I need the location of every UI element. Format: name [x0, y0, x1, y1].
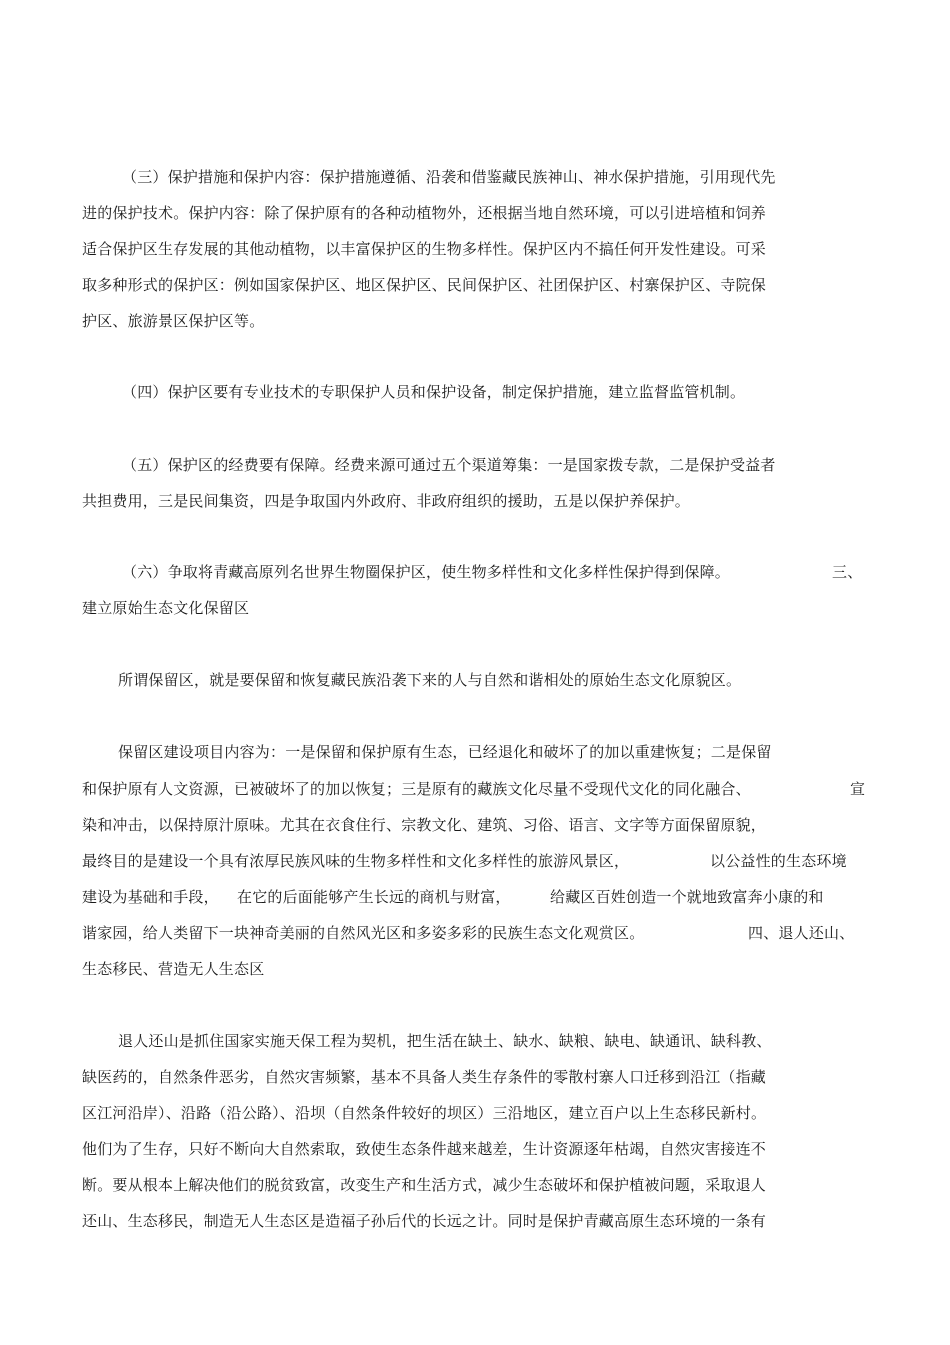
paragraph-reserve-line-6: 谐家园，给人类留下一块神奇美丽的自然风光区和多姿多彩的民族生态文化观赏区。 [82, 924, 645, 942]
paragraph-5-line-1: （五）保护区的经费要有保障。经费来源可通过五个渠道筹集：一是国家拨专款，二是保护受益者 [122, 456, 776, 474]
paragraph-3-line-3: 适合保护区生存发展的其他动植物，以丰富保护区的生物多样性。保护区内不搞任何开发性建设。可采 [82, 240, 767, 258]
paragraph-relocation-line-3: 区江河沿岸）、沿路（沿公路）、沿坝（自然条件较好的坝区）三沿地区，建立百户以上生态移民新村。 [82, 1104, 767, 1122]
paragraph-relocation-line-2: 缺医药的，自然条件恶劣，自然灾害频繁，基本不具备人类生存条件的零散村寨人口迁移到沿江（指藏 [82, 1068, 767, 1086]
paragraph-3-line-1: （三）保护措施和保护内容：保护措施遵循、沿袭和借鉴藏民族神山、神水保护措施，引用现代先 [122, 168, 776, 186]
paragraph-reserve-line-5-b: 在它的后面能够产生长远的商机与财富， [237, 888, 511, 906]
paragraph-relocation-line-6: 还山、生态移民，制造无人生态区是造福子孙后代的长远之计。同时是保护青藏高原生态环境的一条有 [82, 1212, 767, 1230]
paragraph-relocation-line-5: 断。要从根本上解决他们的脱贫致富，改变生产和生活方式，减少生态破坏和保护植被问题，采取退人 [82, 1176, 767, 1194]
paragraph-reserve-line-2-tail: 宣 [850, 780, 866, 798]
paragraph-relocation-line-4: 他们为了生存，只好不断向大自然索取，致使生态条件越来越差，生计资源逐年枯竭，自然灾害接连不 [82, 1140, 767, 1158]
paragraph-reserve-line-3: 染和冲击，以保持原汁原味。尤其在衣食住行、宗教文化、建筑、习俗、语言、文字等方面保留原貌， [82, 816, 767, 834]
paragraph-relocation-line-1: 退人还山是抓住国家实施天保工程为契机，把生活在缺土、缺水、缺粮、缺电、缺通讯、缺科教、 [118, 1032, 772, 1050]
section-4-heading: 生态移民、营造无人生态区 [82, 960, 265, 978]
paragraph-3-line-4: 取多种形式的保护区：例如国家保护区、地区保护区、民间保护区、社团保护区、村寨保护区、寺院保 [82, 276, 767, 294]
paragraph-4-line-1: （四）保护区要有专业技术的专职保护人员和保护设备，制定保护措施，建立监督监管机制。 [122, 383, 746, 401]
paragraph-3-line-2: 进的保护技术。保护内容：除了保护原有的各种动植物外，还根据当地自然环境，可以引进培植和饲养 [82, 204, 767, 222]
paragraph-reserve-line-1: 保留区建设项目内容为：一是保留和保护原有生态，已经退化和破坏了的加以重建恢复；二是保留 [118, 743, 772, 761]
paragraph-reserve-line-5-a: 建设为基础和手段， [82, 888, 219, 906]
paragraph-5-line-2: 共担费用，三是民间集资，四是争取国内外政府、非政府组织的援助，五是以保护养保护。 [82, 492, 691, 510]
paragraph-reserve-line-4: 最终目的是建设一个具有浓厚民族风味的生物多样性和文化多样性的旅游风景区， [82, 852, 630, 870]
paragraph-reserve-definition: 所谓保留区，就是要保留和恢复藏民族沿袭下来的人与自然和谐相处的原始生态文化原貌区。 [118, 671, 742, 689]
paragraph-reserve-line-2: 和保护原有人文资源，已被破坏了的加以恢复；三是原有的藏族文化尽量不受现代文化的同化融合、 [82, 780, 751, 798]
paragraph-3-line-5: 护区、旅游景区保护区等。 [82, 312, 265, 330]
section-4-number: 四、退人还山、 [748, 924, 855, 942]
paragraph-reserve-line-4-tail: 以公益性的生态环境 [710, 852, 847, 870]
paragraph-reserve-line-5-c: 给藏区百姓创造一个就地致富奔小康的和 [550, 888, 824, 906]
section-3-number: 三、 [832, 563, 863, 581]
paragraph-6-line-1: （六）争取将青藏高原列名世界生物圈保护区，使生物多样性和文化多样性保护得到保障。 [122, 563, 731, 581]
section-3-heading: 建立原始生态文化保留区 [82, 599, 250, 617]
